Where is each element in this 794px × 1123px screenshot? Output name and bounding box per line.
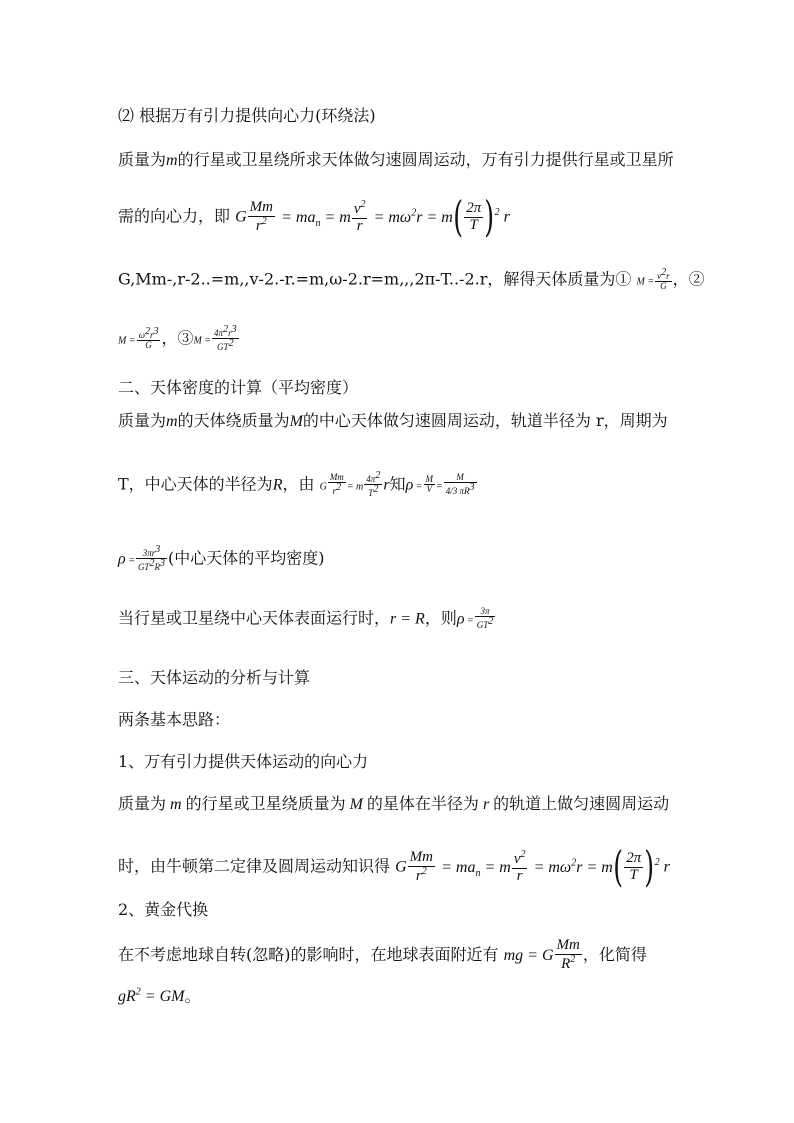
formula-line-density: T，中心天体的半径为R，由 G $\frac{Mm}{r^2}$ = m $\frac{4\pi^2}{T^2}$ r知ρ = $\frac{M}{V}$ = $\frac{M}{4/3 \pi R^3}$	[118, 470, 475, 499]
formula-line-mass-2: M = $\frac{\omega^2r^3}{G}$ ，③M = $\frac{4\pi^2r^3}{GT^2}$	[118, 324, 237, 353]
subsection-heading-orbit-method: ⑵ 根据万有引力提供向心力(环绕法)	[118, 106, 376, 125]
subsection-heading-centripetal: 1、万有引力提供天体运动的向心力	[118, 752, 369, 771]
formula-line-mass: G,Mm-,r-2..=m,,v-2.-r.=m,ω-2.r=m,,,2π-T..-2.r，解得天体质量为① M = $\frac{v^2r}{G}$ ，②	[118, 267, 705, 292]
formula-line-result: $gR^2$ = GM。	[118, 986, 201, 1006]
paragraph-line: 两条基本思路：	[118, 710, 231, 729]
subsection-heading-golden: 2、黄金代换	[118, 900, 209, 919]
formula-line-newton: 时，由牛顿第二定律及圆周运动知识得 G $\frac{Mm}{r^2}$ = $ma_n = m$ $\frac{v^2}{r}$ = $m\omega^2r = m$( $\frac{2\pi}{T}$ )$^2$ r	[118, 842, 670, 891]
formula-line-golden: 在不考虑地球自转(忽略)的影响时，在地球表面附近有 mg = G $\frac{Mm}{R^2}$ ，化简得	[118, 937, 647, 972]
formula-line-centripetal: 需的向心力，即 G $\frac{Mm}{r^2}$ = $ma_n = m$ $\frac{v^2}{r}$ = $m\omega^2r = m$( $\frac{2\pi}{T}$ )$^2$ r	[118, 192, 510, 241]
section-heading-motion: 三、天体运动的分析与计算	[118, 668, 311, 687]
formula-line-density-2: ρ = $\frac{3\pi r^3}{GT^2R^3}$ (中心天体的平均密度)	[118, 544, 325, 573]
paragraph-line: 质量为m的天体绕质量为M的中心天体做匀速圆周运动，轨道半径为 r，周期为	[118, 411, 668, 430]
paragraph-line: 质量为 m 的行星或卫星绕质量为 M 的星体在半径为 r 的轨道上做匀速圆周运动	[118, 794, 670, 813]
formula-line-surface: 当行星或卫星绕中心天体表面运行时，r = R，则ρ = $\frac{3\pi}{GT^2}$	[118, 606, 494, 631]
section-heading-density: 二、天体密度的计算（平均密度）	[118, 378, 359, 397]
paragraph-line: 质量为m的行星或卫星绕所求天体做匀速圆周运动，万有引力提供行星或卫星所	[118, 150, 674, 169]
